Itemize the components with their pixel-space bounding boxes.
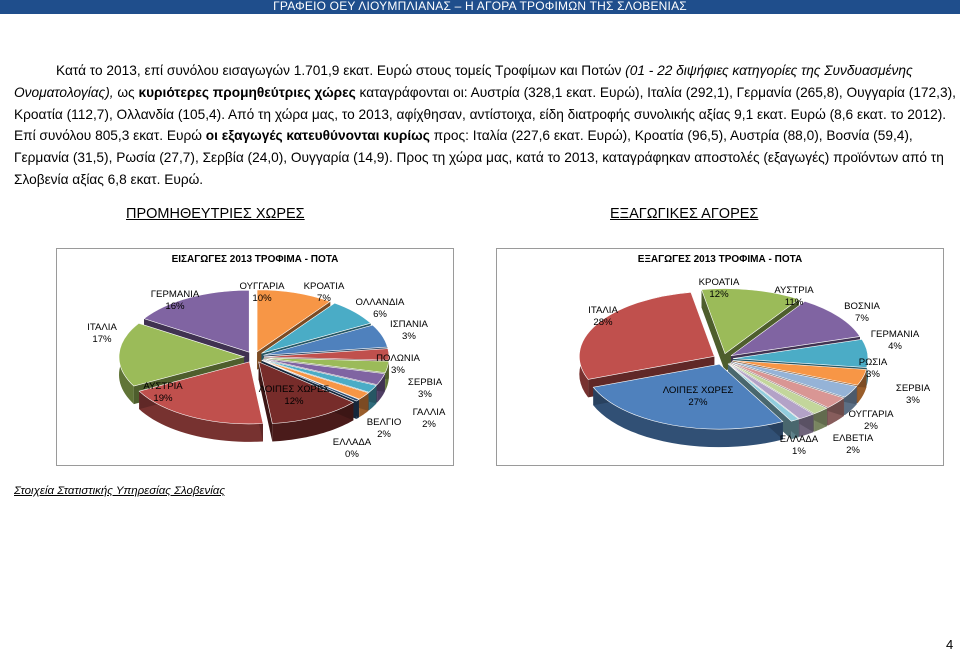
slice-label	[390, 319, 428, 343]
slice-label	[844, 301, 880, 325]
slice-label-name: ΙΤΑΛΙΑ	[588, 305, 618, 316]
slice-label	[356, 297, 405, 321]
slice-label-name: ΙΤΑΛΙΑ	[87, 322, 117, 333]
slice-label-value: 3%	[866, 369, 880, 380]
slice-label-name: ΒΕΛΓΙΟ	[366, 417, 402, 428]
slice-label	[367, 417, 402, 441]
slice-label	[304, 281, 345, 305]
slice-label-value: 19%	[153, 393, 173, 404]
slice-label	[143, 381, 182, 405]
page-number: 4	[946, 637, 954, 652]
slice-label-value: 12%	[709, 289, 729, 300]
slice-label	[151, 289, 199, 313]
body-paragraph	[14, 60, 956, 191]
slice-label-name: ΣΕΡΒΙΑ	[407, 377, 443, 388]
text-main-suppliers: κυριότερες προμηθεύτριες χώρες	[138, 84, 356, 100]
slice-label-name: ΛΟΙΠΕΣ ΧΩΡΕΣ	[662, 385, 734, 396]
slice-label	[780, 434, 818, 458]
slice-label	[413, 407, 446, 431]
slice-label-value: 2%	[864, 421, 878, 432]
slice-label-value: 10%	[252, 293, 272, 304]
slice-label	[848, 409, 893, 433]
slice-label-name: ΟΥΓΓΑΡΙΑ	[239, 281, 285, 292]
section-title-export-markets: ΕΞΑΓΩΓΙΚΕΣ ΑΓΟΡΕΣ	[610, 206, 759, 222]
text-exports-directed: οι εξαγωγές κατευθύνονται κυρίως	[205, 128, 430, 144]
slice-label-name: ΙΣΠΑΝΙΑ	[390, 319, 428, 330]
slice-label	[663, 385, 734, 409]
slice-label-name: ΟΛΛΑΝΔΙΑ	[355, 297, 405, 308]
slice-label-name: ΟΥΓΓΑΡΙΑ	[848, 409, 894, 420]
slice-label	[239, 281, 284, 305]
slice-label	[896, 383, 930, 407]
document-header	[0, 0, 960, 14]
slice-label	[833, 433, 874, 457]
slice-label	[408, 377, 442, 401]
slice-label-value: 1%	[792, 446, 806, 457]
slice-label-value: 12%	[284, 396, 304, 407]
slice-label-name: ΚΡΟΑΤΙΑ	[303, 281, 345, 292]
slice-label-value: 6%	[373, 309, 387, 320]
chart-title: ΕΙΣΑΓΩΓΕΣ 2013 ΤΡΟΦΙΜΑ - ΠΟΤΑ	[171, 254, 339, 265]
slice-label	[259, 384, 330, 408]
slice-label-name: ΚΡΟΑΤΙΑ	[698, 277, 740, 288]
slice-label	[871, 329, 919, 353]
slice-label-name: ΒΟΣΝΙΑ	[844, 301, 880, 312]
slice-label-value: 27%	[688, 397, 708, 408]
slice-label-name: ΕΛΛΑΔΑ	[332, 437, 372, 448]
slice-label-value: 11%	[784, 297, 804, 308]
slice-label-name: ΓΑΛΛΙΑ	[412, 407, 446, 418]
header-title: ΓΡΑΦΕΙΟ ΟΕΥ ΛΙΟΥΜΠΛΙΑΝΑΣ – Η ΑΓΟΡΑ ΤΡΟΦΙΜΩΝ ΤΗΣ ΣΛΟΒΕΝΙΑΣ	[273, 0, 687, 13]
slice-label-value: 3%	[418, 389, 432, 400]
slice-label-value: 28%	[593, 317, 613, 328]
slice-label	[333, 437, 371, 461]
slice-label	[376, 353, 420, 377]
slice-label	[87, 322, 117, 346]
slice-label-value: 7%	[855, 313, 869, 324]
slice-label-value: 3%	[906, 395, 920, 406]
slice-label-name: ΑΥΣΤΡΙΑ	[143, 381, 183, 392]
imports-pie-chart	[56, 248, 454, 466]
slice-label	[699, 277, 740, 301]
slice-label-name: ΣΕΡΒΙΑ	[895, 383, 931, 394]
slice-label-value: 3%	[402, 331, 416, 342]
exports-pie-chart	[496, 248, 944, 466]
slice-label-value: 4%	[888, 341, 902, 352]
slice-label-name: ΑΥΣΤΡΙΑ	[774, 285, 814, 296]
slice-label-name: ΕΛΒΕΤΙΑ	[832, 433, 874, 444]
slice-label-value: 2%	[422, 419, 436, 430]
text-intro: Κατά το 2013, επί συνόλου εισαγωγών 1.701,9 εκατ. Ευρώ στους τομείς Τροφίμων και Ποτών	[56, 63, 626, 78]
section-title-suppliers: ΠΡΟΜΗΘΕΥΤΡΙΕΣ ΧΩΡΕΣ	[126, 206, 305, 222]
text-suppliers-list: καταγράφονται οι: Αυστρία (328,1 εκατ. Ευρώ), Ιταλία (292,1), Γερμανία (265,8), Ουγγαρία (172,3), Κροατία (112,7), Ολλανδία (105,4). Από τη χώρα μας, το 2013, αφίχθησαν, αντίστοιχα, είδη διατροφής συνολικής αξίας 9,1 εκατ. Ευρώ (8,6 εκατ. το 2012). Επί συνόλου 805,3 εκατ. Ευρώ	[14, 84, 956, 144]
slice-label-value: 2%	[377, 429, 391, 440]
slice-label-name: ΓΕΡΜΑΝΙΑ	[150, 289, 200, 300]
slice-label-value: 7%	[317, 293, 331, 304]
slice-label-name: ΠΟΛΩΝΙΑ	[376, 353, 420, 364]
slice-label	[859, 357, 888, 381]
slice-label-value: 3%	[391, 365, 405, 376]
slice-label-name: ΓΕΡΜΑΝΙΑ	[870, 329, 920, 340]
slice-label-value: 0%	[345, 449, 359, 460]
slice-label-name: ΕΛΛΑΔΑ	[779, 434, 819, 445]
slice-label-value: 2%	[846, 445, 860, 456]
slice-label-name: ΛΟΙΠΕΣ ΧΩΡΕΣ	[258, 384, 330, 395]
slice-label	[774, 285, 813, 309]
chart-title: ΕΞΑΓΩΓΕΣ 2013 ΤΡΟΦΙΜΑ - ΠΟΤΑ	[637, 254, 803, 265]
text-as: ως	[113, 84, 139, 100]
slice-label-value: 16%	[165, 301, 185, 312]
text-exports-list: προς: Ιταλία (227,6 εκατ. Ευρώ), Κροατία (96,5), Αυστρία (88,0), Βοσνία (59,4), Γερμανία (31,5), Ρωσία (27,7), Σερβία (24,0), Ουγγαρία (14,9). Προς τη χώρα μας, κατά το 2013, καταγράφηκαν αποστολές (εξαγωγές) προϊόντων από τη Σλοβενία αξίας 6,8 εκατ. Ευρώ.	[14, 128, 944, 187]
slice-label	[588, 305, 618, 329]
slice-label-name: ΡΩΣΙΑ	[858, 357, 888, 368]
text-nomenclature: (01 - 22 διψήφιες κατηγορίες της Συνδυασμένης Ονοματολογίας),	[14, 63, 913, 100]
source-note: Στοιχεία Στατιστικής Υπηρεσίας Σλοβενίας	[14, 485, 225, 497]
slice-label-value: 17%	[92, 334, 112, 345]
